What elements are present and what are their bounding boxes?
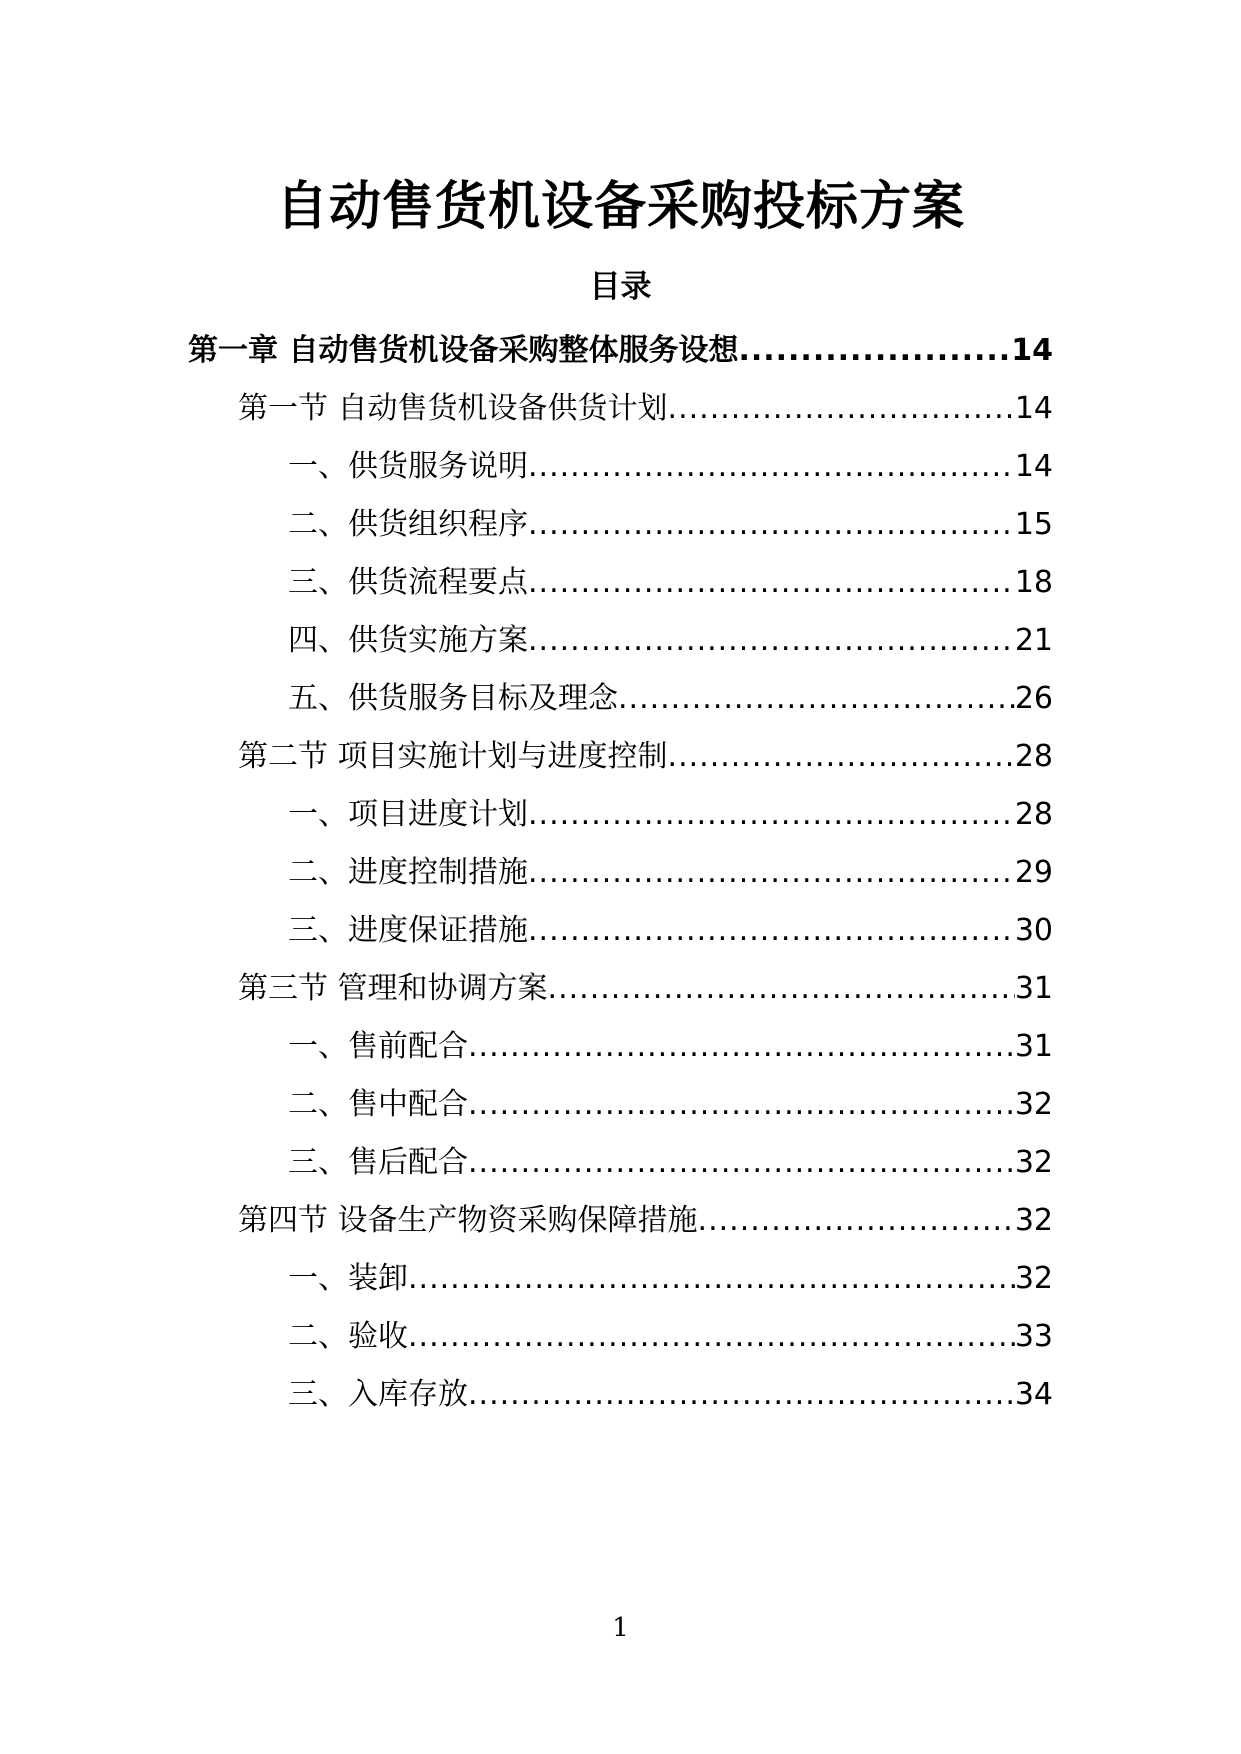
toc-entry-page: 33 <box>1014 1319 1053 1354</box>
toc-entry-subsection[interactable] <box>288 674 1053 724</box>
toc-entry-page: 26 <box>1014 681 1053 716</box>
toc-entry-label: 第三节 管理和协调方案 <box>238 971 548 1006</box>
toc-entry-subsection[interactable] <box>288 1312 1053 1362</box>
toc-entry-page: 30 <box>1014 913 1053 948</box>
toc-entry-subsection[interactable] <box>288 500 1053 550</box>
toc-entry-label: 第一章 自动售货机设备采购整体服务设想 <box>188 333 739 368</box>
toc-entry-subsection[interactable] <box>288 616 1053 666</box>
toc-entry-subsection[interactable] <box>288 442 1053 492</box>
toc-entry-page: 28 <box>1014 797 1053 832</box>
toc-leader-dots <box>408 1312 1015 1362</box>
toc-entry-subsection[interactable] <box>288 906 1053 956</box>
toc-leader-dots <box>528 790 1015 840</box>
toc-leader-dots <box>528 616 1015 666</box>
toc-entry-page: 34 <box>1014 1377 1053 1412</box>
toc-entry-page: 15 <box>1014 507 1053 542</box>
toc-leader-dots <box>528 558 1015 608</box>
toc-entry-page: 32 <box>1014 1261 1053 1296</box>
toc-leader-dots <box>528 500 1015 550</box>
toc-leader-dots <box>468 1022 1015 1072</box>
toc-entry-label: 第四节 设备生产物资采购保障措施 <box>238 1203 698 1238</box>
toc-entry-chapter-1[interactable] <box>188 326 1053 376</box>
toc-leader-dots <box>528 906 1015 956</box>
toc-leader-dots <box>528 848 1015 898</box>
toc-leader-dots <box>468 1370 1015 1420</box>
toc-leader-dots <box>408 1254 1015 1304</box>
toc-entry-page: 32 <box>1014 1145 1053 1180</box>
toc-entry-page: 18 <box>1014 565 1053 600</box>
toc-entry-page: 31 <box>1014 1029 1053 1064</box>
toc-entry-page: 14 <box>1014 391 1053 426</box>
toc-leader-dots <box>468 1138 1015 1188</box>
toc-leader-dots <box>738 326 1011 376</box>
toc-entry-label: 一、售前配合 <box>288 1029 468 1064</box>
toc-entry-label: 二、进度控制措施 <box>288 855 528 890</box>
toc-leader-dots <box>698 1196 1015 1246</box>
toc-entry-label: 第一节 自动售货机设备供货计划 <box>238 391 668 426</box>
toc-heading: 目录 <box>589 269 652 305</box>
toc-entry-page: 21 <box>1014 623 1053 658</box>
toc-entry-page: 32 <box>1014 1087 1053 1122</box>
toc-entry-page: 14 <box>1014 449 1053 484</box>
toc-entry-page: 29 <box>1014 855 1053 890</box>
toc-entry-section-4[interactable] <box>238 1196 1053 1246</box>
toc-entry-page: 32 <box>1014 1203 1053 1238</box>
toc-entry-section-1[interactable] <box>238 384 1053 434</box>
toc-entry-label: 第二节 项目实施计划与进度控制 <box>238 739 668 774</box>
toc-entry-label: 二、供货组织程序 <box>288 507 528 542</box>
toc-entry-label: 五、供货服务目标及理念 <box>288 681 618 716</box>
toc-leader-dots <box>618 674 1015 724</box>
toc-entry-label: 三、供货流程要点 <box>288 565 528 600</box>
toc-entry-label: 二、售中配合 <box>288 1087 468 1122</box>
toc-entry-subsection[interactable] <box>288 558 1053 608</box>
toc-leader-dots <box>528 442 1015 492</box>
toc-entry-label: 一、装卸 <box>288 1261 408 1296</box>
toc-entry-subsection[interactable] <box>288 1080 1053 1130</box>
toc-entry-section-3[interactable] <box>238 964 1053 1014</box>
toc-entry-subsection[interactable] <box>288 1138 1053 1188</box>
toc-entry-label: 三、售后配合 <box>288 1145 468 1180</box>
toc-entry-subsection[interactable] <box>288 1022 1053 1072</box>
toc-entry-label: 四、供货实施方案 <box>288 623 528 658</box>
toc-entry-subsection[interactable] <box>288 1370 1053 1420</box>
page-number: 1 <box>612 1613 629 1643</box>
toc-leader-dots <box>468 1080 1015 1130</box>
toc-leader-dots <box>668 384 1015 434</box>
document-title: 自动售货机设备采购投标方案 <box>275 177 965 237</box>
toc-entry-label: 一、项目进度计划 <box>288 797 528 832</box>
toc-entry-section-2[interactable] <box>238 732 1053 782</box>
toc-entry-label: 二、验收 <box>288 1319 408 1354</box>
toc-leader-dots <box>548 964 1015 1014</box>
toc-entry-label: 三、入库存放 <box>288 1377 468 1412</box>
toc-entry-page: 31 <box>1014 971 1053 1006</box>
toc-entry-page: 14 <box>1011 333 1053 368</box>
toc-entry-label: 一、供货服务说明 <box>288 449 528 484</box>
toc-entry-subsection[interactable] <box>288 1254 1053 1304</box>
toc-entry-page: 28 <box>1014 739 1053 774</box>
toc-leader-dots <box>668 732 1015 782</box>
toc-entry-label: 三、进度保证措施 <box>288 913 528 948</box>
toc-entry-subsection[interactable] <box>288 848 1053 898</box>
toc-entry-subsection[interactable] <box>288 790 1053 840</box>
